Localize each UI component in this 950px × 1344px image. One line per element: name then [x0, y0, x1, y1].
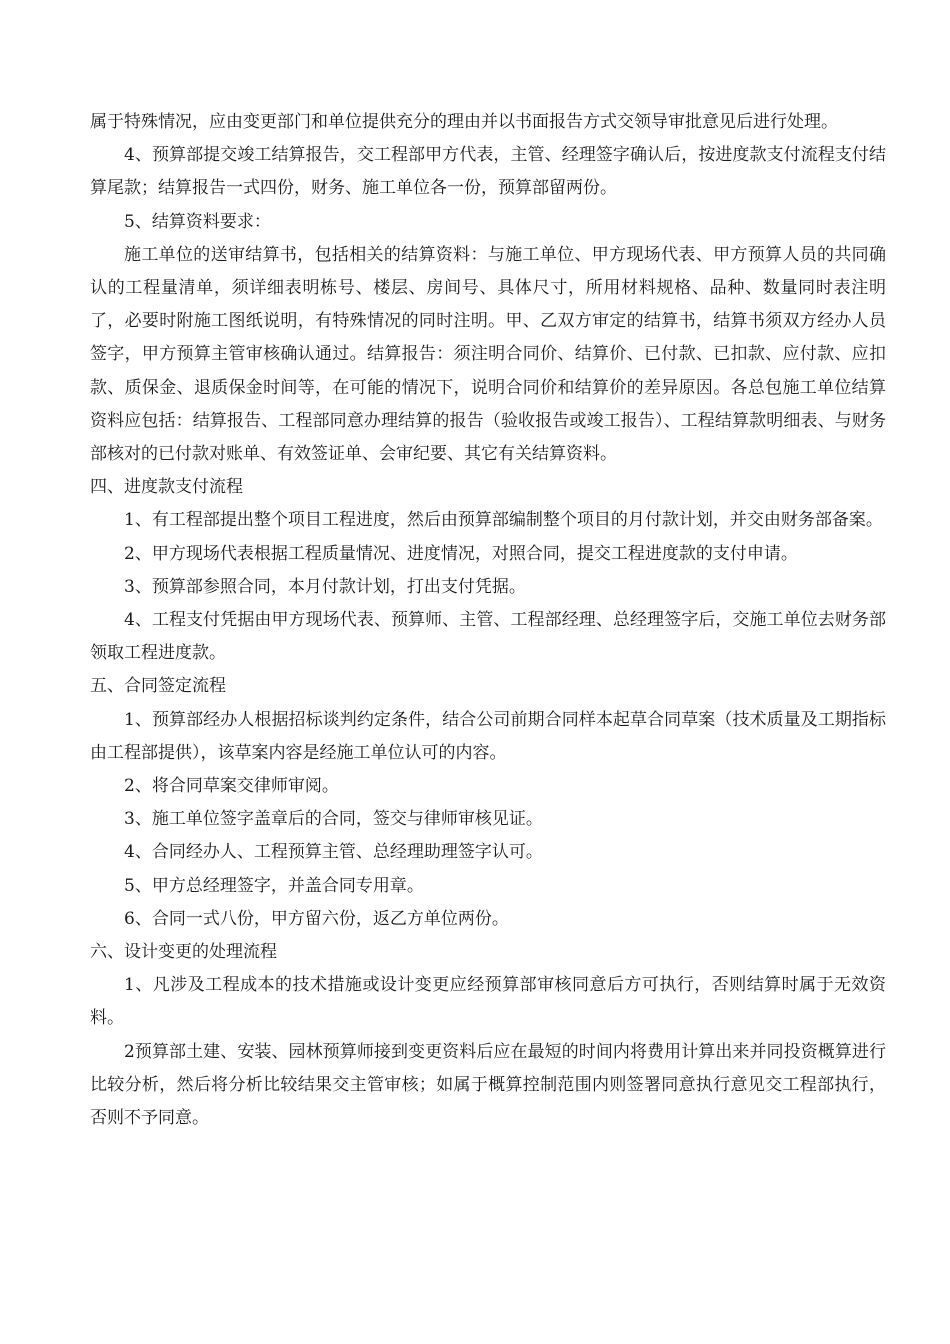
paragraph-contract-item-1: 1、预算部经办人根据招标谈判约定条件，结合公司前期合同样本起草合同草案（技术质量及工期指标由工程部提供），该草案内容是经施工单位认可的内容。 [90, 709, 886, 763]
paragraph-contract-item-6: 6、合同一式八份，甲方留六份，返乙方单位两份。 [124, 908, 509, 929]
paragraph-continuation: 属于特殊情况，应由变更部门和单位提供充分的理由并以书面报告方式交领导审批意见后进行处理。 [90, 112, 838, 132]
section-heading-design-change: 六、设计变更的处理流程 [90, 942, 277, 963]
paragraph-design-item-2: 2预算部土建、安装、园林预算师接到变更资料后应在最短的时间内将费用计算出来并同投资概算进行比较分析，然后将分析比较结果交主管审核；如属于概算控制范围内则签署同意执行意见交工程部执行，否则不予同意。 [90, 1041, 886, 1129]
paragraph-contract-item-3: 3、施工单位签字盖章后的合同，签交与律师审核见证。 [124, 809, 543, 830]
paragraph-progress-item-4: 4、工程支付凭据由甲方现场代表、预算师、主管、工程部经理、总经理签字后，交施工单位去财务部领取工程进度款。 [90, 610, 886, 664]
paragraph-progress-item-3: 3、预算部参照合同，本月付款计划，打出支付凭据。 [124, 576, 526, 597]
paragraph-settlement-materials: 施工单位的送审结算书，包括相关的结算资料：与施工单位、甲方现场代表、甲方预算人员的共同确认的工程量清单，须详细表明栋号、楼层、房间号、具体尺寸，所用材料规格、品种、数量同时表注明了，必要时附施工图纸说明，有特殊情况的同时注明。甲、乙双方审定的结算书，结算书须双方经办人员签字，甲方预算主管审核确认通过。结算报告：须注明合同价、结算价、已付款、已扣款、应付款、应扣款、质保金、退质保金时间等，在可能的情况下，说明合同价和结算价的差异原因。各总包施工单位结算资料应包括：结算报告、工程部同意办理结算的报告（验收报告或竣工报告）、工程结算款明细表、与财务部核对的已付款对账单、有效签证单、会审纪要、其它有关结算资料。 [90, 244, 886, 465]
paragraph-contract-item-5: 5、甲方总经理签字，并盖合同专用章。 [124, 875, 424, 896]
paragraph-contract-item-2: 2、将合同草案交律师审阅。 [124, 776, 339, 797]
paragraph-item-4-settlement-report: 4、预算部提交竣工结算报告，交工程部甲方代表，主管、经理签字确认后，按进度款支付流程支付结算尾款；结算报告一式四份，财务、施工单位各一份，预算部留两份。 [90, 145, 886, 199]
paragraph-contract-item-4: 4、合同经办人、工程预算主管、总经理助理签字认可。 [124, 842, 543, 863]
paragraph-design-item-1: 1、凡涉及工程成本的技术措施或设计变更应经预算部审核同意后方可执行，否则结算时属于无效资料。 [90, 975, 886, 1029]
paragraph-progress-item-2: 2、甲方现场代表根据工程质量情况、进度情况，对照合同，提交工程进度款的支付申请。 [124, 543, 798, 564]
section-heading-progress-payment: 四、进度款支付流程 [90, 477, 243, 498]
document-page [90, 106, 886, 1135]
section-heading-contract-signing: 五、合同签定流程 [90, 676, 226, 697]
paragraph-item-5-settlement-requirements: 5、结算资料要求： [124, 211, 271, 232]
paragraph-progress-item-1: 1、有工程部提出整个项目工程进度，然后由预算部编制整个项目的月付款计划，并交由财务部备案。 [124, 510, 883, 531]
